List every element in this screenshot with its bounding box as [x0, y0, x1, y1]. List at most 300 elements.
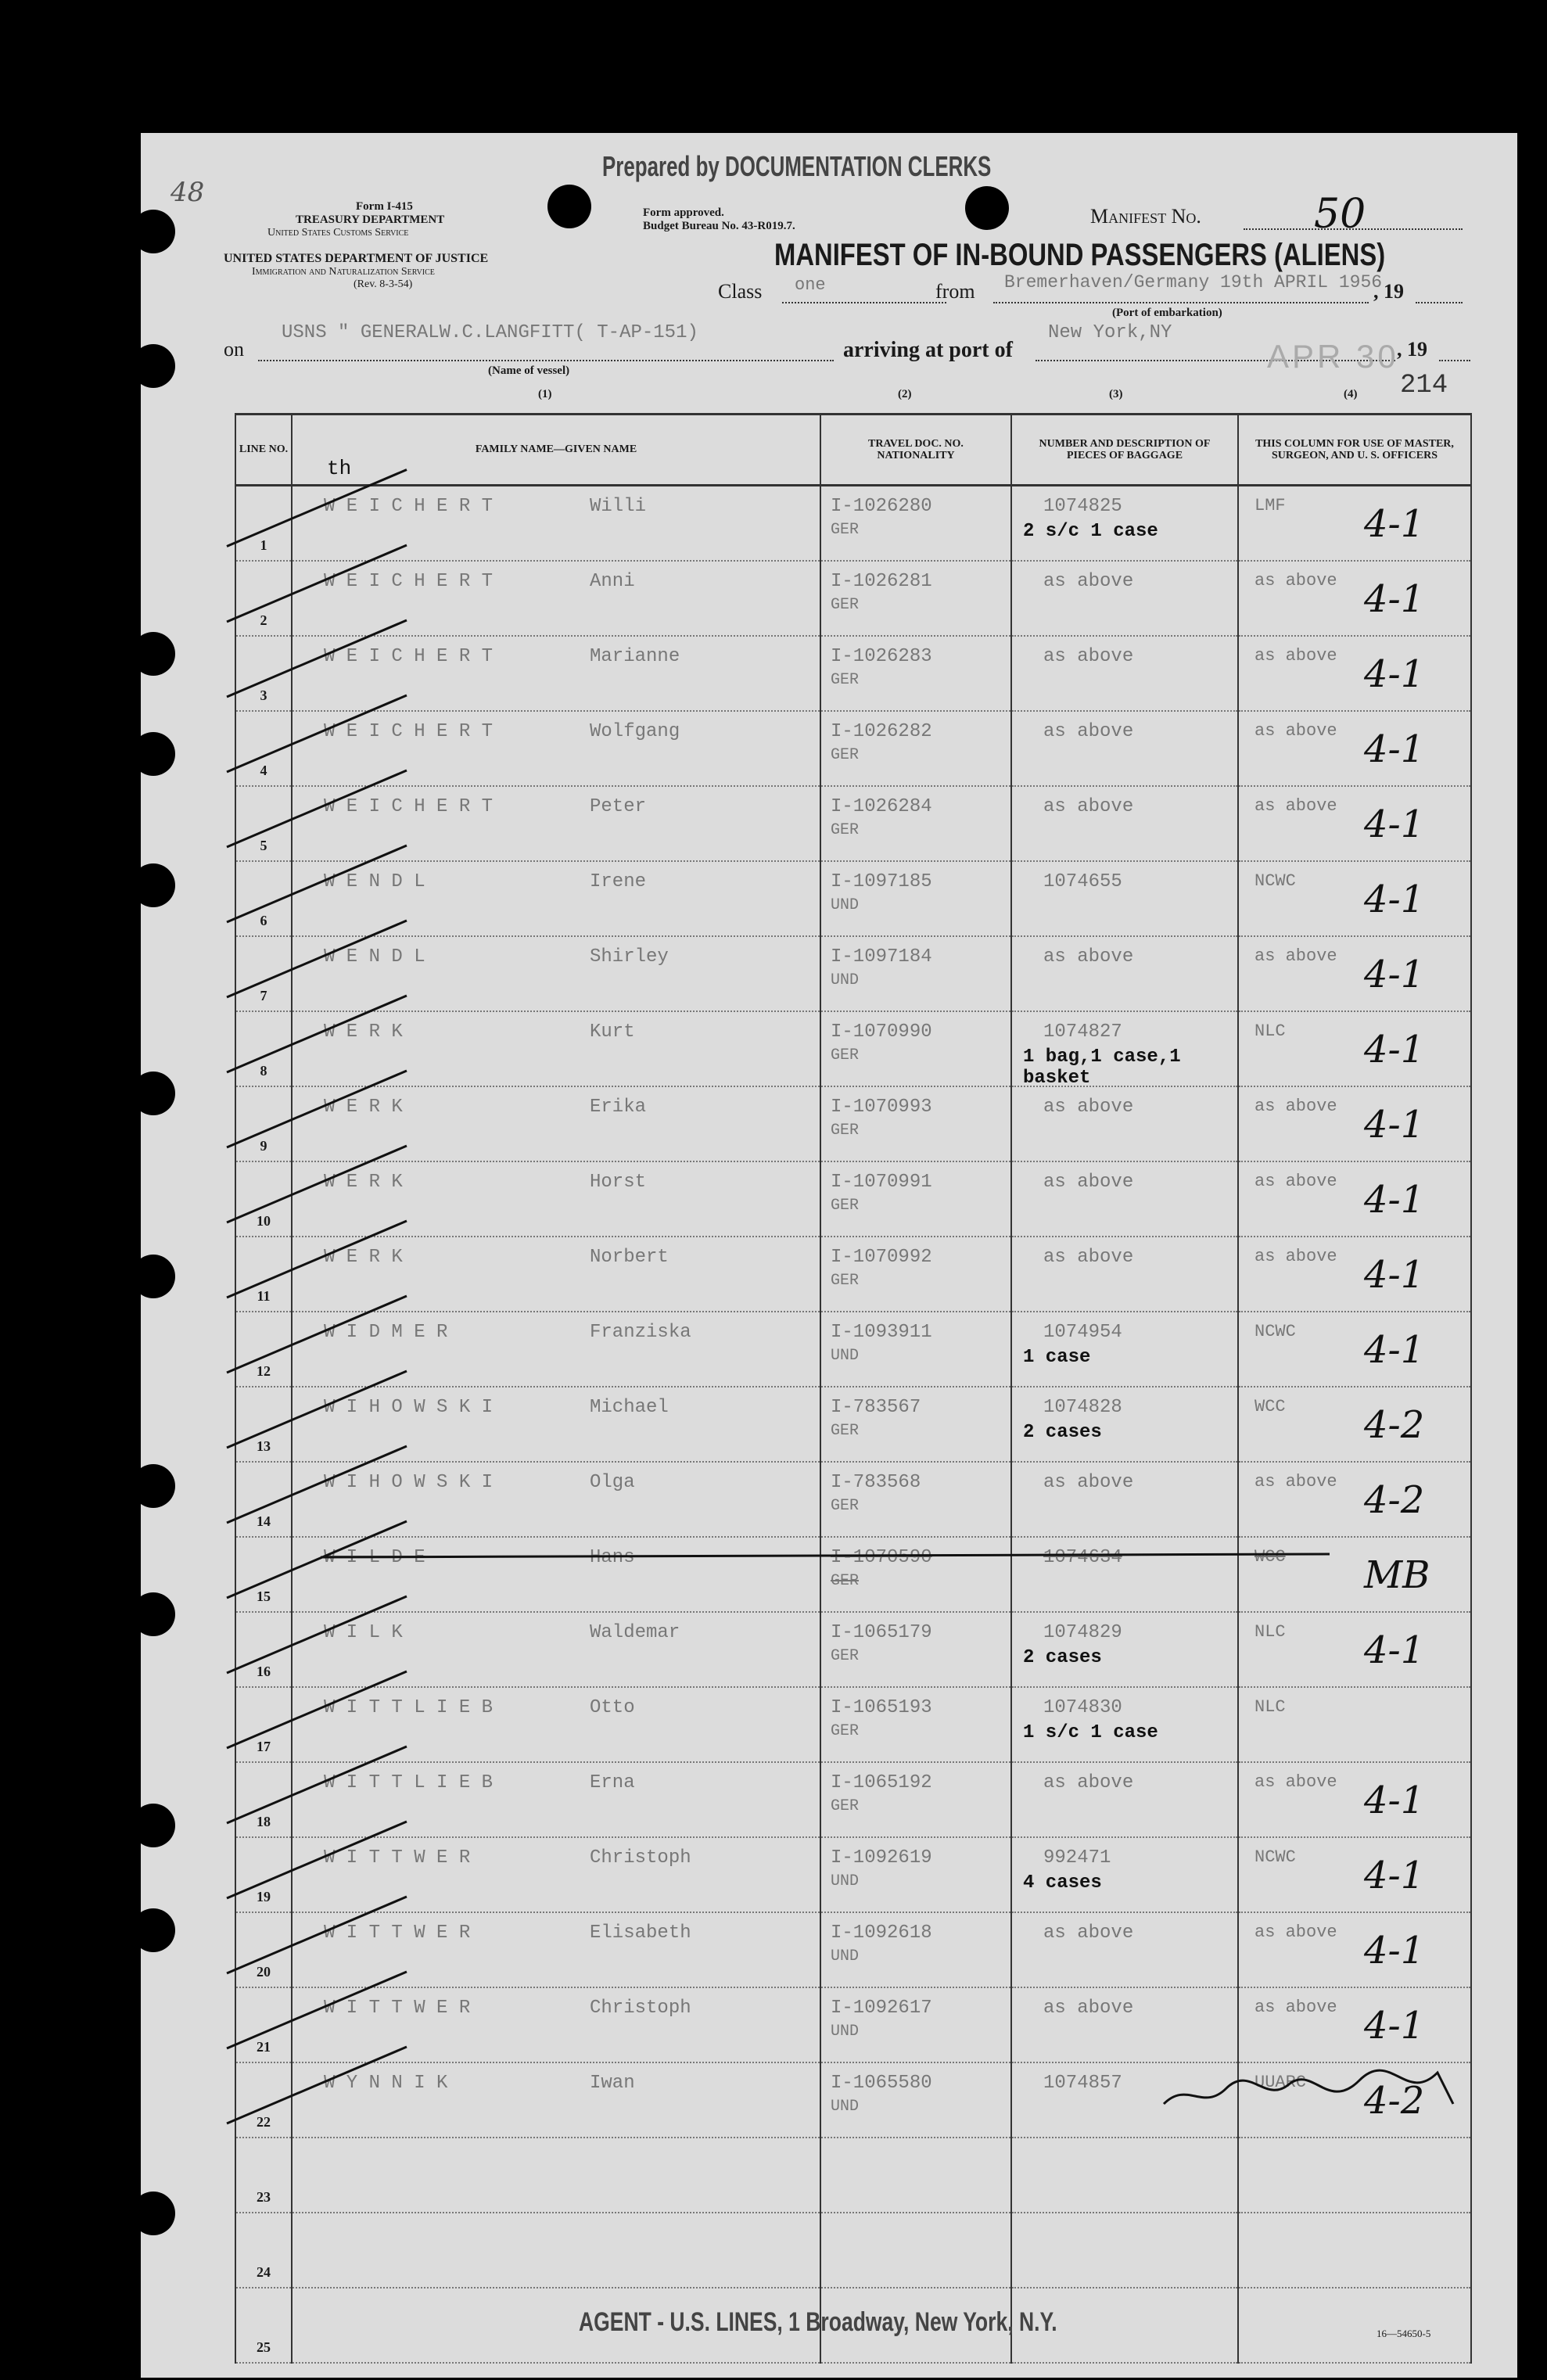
inspection-mark: 4-2 — [1364, 1403, 1425, 1447]
baggage-number: 1074829 — [1043, 1622, 1122, 1643]
travel-doc-number: I-1092618 — [831, 1922, 932, 1944]
given-name: Irene — [590, 871, 647, 892]
given-name: Kurt — [590, 1021, 635, 1043]
name-cell — [292, 711, 820, 786]
agency-code: NCWC — [1254, 1847, 1296, 1867]
line-number: 21 — [257, 2039, 271, 2055]
travel-doc-cell — [820, 1687, 1011, 1762]
travel-doc-number: I-1070991 — [831, 1172, 932, 1193]
baggage-number: as above — [1043, 1772, 1134, 1793]
family-name: W I L D E — [324, 1547, 425, 1568]
inspection-mark: 4-1 — [1364, 1028, 1425, 1072]
line-number-cell — [235, 1161, 292, 1237]
line-number-cell — [235, 936, 292, 1011]
inspection-mark: 4-1 — [1364, 1929, 1425, 1973]
baggage-number: 1074828 — [1043, 1397, 1122, 1418]
name-cell — [292, 1237, 820, 1312]
baggage-description: 2 cases — [1023, 1422, 1102, 1443]
line-number: 16 — [257, 1664, 271, 1679]
name-cell — [292, 1687, 820, 1762]
family-name: W E I C H E R T — [324, 721, 494, 742]
class-value: one — [795, 275, 826, 295]
travel-doc-number: I-1097184 — [831, 946, 932, 967]
nationality: GER — [831, 1272, 860, 1290]
officers-cell — [1238, 2288, 1471, 2363]
officers-cell — [1238, 861, 1471, 936]
print-code: 16—54650-5 — [1377, 2328, 1431, 2339]
nationality: GER — [831, 1497, 860, 1515]
given-name: Erna — [590, 1772, 635, 1793]
from-line — [993, 302, 1369, 303]
given-name: Christoph — [590, 1847, 691, 1868]
travel-doc-number: I-1026282 — [831, 721, 932, 742]
punch-hole — [131, 1255, 175, 1298]
given-name: Norbert — [590, 1247, 669, 1268]
baggage-cell — [1011, 786, 1238, 861]
nationality: GER — [831, 1797, 860, 1815]
agency-code: as above — [1254, 1097, 1337, 1116]
table-row — [235, 2138, 1471, 2213]
inspection-mark: 4-1 — [1364, 1253, 1425, 1297]
immigration-service: Immigration and Naturalization Service — [252, 266, 435, 278]
manifest-number: 50 — [1314, 191, 1366, 238]
name-cell — [292, 2062, 820, 2138]
given-name: Hans — [590, 1547, 635, 1568]
baggage-number: 1074857 — [1043, 2073, 1122, 2094]
officers-cell — [1238, 1011, 1471, 1086]
line-number-cell — [235, 1011, 292, 1086]
nationality: GER — [831, 1572, 860, 1590]
table-row — [235, 2213, 1471, 2288]
name-cell — [292, 1987, 820, 2062]
nationality: UND — [831, 896, 860, 914]
line-number: 8 — [260, 1063, 267, 1079]
year-line — [1416, 302, 1463, 303]
line-number: 14 — [257, 1513, 271, 1529]
nationality: UND — [831, 1347, 860, 1365]
nationality: UND — [831, 1872, 860, 1890]
officers-cell — [1238, 1312, 1471, 1387]
family-name: W E N D L — [324, 871, 425, 892]
agency-code: NLC — [1254, 1697, 1286, 1717]
officers-cell — [1238, 486, 1471, 562]
table-row — [235, 1537, 1471, 1612]
given-name: Michael — [590, 1397, 669, 1418]
name-cell — [292, 1161, 820, 1237]
line-number-cell — [235, 1086, 292, 1161]
officers-cell — [1238, 1837, 1471, 1912]
baggage-cell — [1011, 1011, 1238, 1089]
table-row — [235, 1237, 1471, 1312]
given-name: Shirley — [590, 946, 669, 967]
line-number-cell — [235, 1987, 292, 2062]
baggage-cell — [1011, 1237, 1238, 1312]
name-cell — [292, 786, 820, 861]
baggage-cell — [1011, 1537, 1238, 1612]
name-cell — [292, 1011, 820, 1086]
baggage-cell — [1011, 2138, 1238, 2213]
baggage-cell — [1011, 1612, 1238, 1687]
punch-hole — [131, 1592, 175, 1636]
nationality: GER — [831, 1647, 860, 1665]
agency-code: as above — [1254, 1772, 1337, 1792]
officers-cell — [1238, 711, 1471, 786]
inspection-mark: 4-1 — [1364, 953, 1425, 996]
line-number: 1 — [260, 537, 267, 553]
travel-doc-cell — [820, 786, 1011, 861]
officers-cell — [1238, 786, 1471, 861]
family-name: W I T T W E R — [324, 1998, 471, 2019]
th-note: th — [327, 457, 352, 480]
line-number-cell — [235, 561, 292, 636]
arrival-year-suffix: , 19 — [1397, 338, 1427, 361]
nationality: GER — [831, 1197, 860, 1215]
family-name: W I D M E R — [324, 1322, 448, 1343]
given-name: Horst — [590, 1172, 647, 1193]
table-row — [235, 1912, 1471, 1987]
treasury-dept: TREASURY DEPARTMENT — [296, 214, 445, 226]
nationality: UND — [831, 971, 860, 989]
given-name: Marianne — [590, 646, 680, 667]
line-number: 20 — [257, 1964, 271, 1980]
name-cell — [292, 1837, 820, 1912]
agency-code: NCWC — [1254, 871, 1296, 891]
revision-date: (Rev. 8-3-54) — [354, 278, 413, 290]
travel-doc-number: I-783567 — [831, 1397, 921, 1418]
travel-doc-cell — [820, 1612, 1011, 1687]
baggage-description: 1 s/c 1 case — [1023, 1722, 1158, 1743]
name-cell — [292, 486, 820, 562]
travel-doc-number: I-1065580 — [831, 2073, 932, 2094]
baggage-cell — [1011, 1312, 1238, 1387]
travel-doc-cell — [820, 1762, 1011, 1837]
budget-bureau: Budget Bureau No. 43-R019.7. — [643, 220, 795, 232]
punch-hole — [131, 1908, 175, 1952]
officers-cell — [1238, 936, 1471, 1011]
line-number: 13 — [257, 1438, 271, 1454]
family-name: W E I C H E R T — [324, 646, 494, 667]
name-cell — [292, 1312, 820, 1387]
punch-hole — [131, 1072, 175, 1115]
line-number: 19 — [257, 1889, 271, 1904]
line-number-cell — [235, 861, 292, 936]
table-row — [235, 1387, 1471, 1462]
family-name: W E N D L — [324, 946, 425, 967]
table-row — [235, 1612, 1471, 1687]
travel-doc-number: I-1092619 — [831, 1847, 932, 1868]
baggage-number: as above — [1043, 1097, 1134, 1118]
name-cell — [292, 1762, 820, 1837]
punch-hole — [131, 1804, 175, 1847]
line-number: 12 — [257, 1363, 271, 1379]
agency-code: as above — [1254, 1172, 1337, 1191]
inspection-mark: 4-2 — [1364, 1478, 1425, 1522]
given-name: Peter — [590, 796, 647, 817]
line-number-cell — [235, 2062, 292, 2138]
officers-cell — [1238, 1161, 1471, 1237]
baggage-cell — [1011, 711, 1238, 786]
punch-hole — [131, 1464, 175, 1508]
travel-doc-number: I-783568 — [831, 1472, 921, 1493]
given-name: Elisabeth — [590, 1922, 691, 1944]
received-stamp: APR 30 — [1267, 338, 1399, 375]
line-number: 18 — [257, 1814, 271, 1829]
inspection-mark: 4-1 — [1364, 577, 1425, 621]
name-cell — [292, 1912, 820, 1987]
col-num-4: (4) — [1344, 388, 1358, 400]
line-number: 11 — [257, 1288, 271, 1304]
given-name: Anni — [590, 571, 635, 592]
agency-code: as above — [1254, 796, 1337, 816]
given-name: Willi — [590, 496, 647, 517]
agency-code: NLC — [1254, 1021, 1286, 1041]
punch-hole — [131, 732, 175, 776]
travel-doc-number: I-1026284 — [831, 796, 932, 817]
baggage-number: 1074655 — [1043, 871, 1122, 892]
agency-code: WCC — [1254, 1397, 1286, 1416]
table-row — [235, 1011, 1471, 1086]
line-number-cell — [235, 711, 292, 786]
travel-doc-cell — [820, 1912, 1011, 1987]
table-row — [235, 861, 1471, 936]
form-approved: Form approved. — [643, 206, 724, 219]
travel-doc-number: I-1026283 — [831, 646, 932, 667]
inspection-mark: 4-2 — [1364, 2079, 1425, 2123]
punch-hole — [131, 344, 175, 388]
inspection-mark: 4-1 — [1364, 802, 1425, 846]
officers-cell — [1238, 1912, 1471, 1987]
given-name: Erika — [590, 1097, 647, 1118]
line-number: 10 — [257, 1213, 271, 1229]
line-number-cell — [235, 1612, 292, 1687]
officers-cell — [1238, 1612, 1471, 1687]
travel-doc-number: I-1070990 — [831, 1021, 932, 1043]
travel-doc-number: I-1026280 — [831, 496, 932, 517]
margin-note: 48 — [170, 177, 205, 208]
baggage-number: as above — [1043, 721, 1134, 742]
travel-doc-number: I-1065179 — [831, 1622, 932, 1643]
agency-code: LMF — [1254, 496, 1286, 515]
table-row — [235, 711, 1471, 786]
agent-stamp: AGENT - U.S. LINES, 1 Broadway, New York, N.Y. — [579, 2307, 1057, 2337]
inspection-mark: 4-1 — [1364, 1178, 1425, 1222]
agency-code: as above — [1254, 1922, 1337, 1942]
given-name: Waldemar — [590, 1622, 680, 1643]
line-number-cell — [235, 1687, 292, 1762]
baggage-number: as above — [1043, 646, 1134, 667]
line-number: 2 — [260, 612, 267, 628]
inspection-mark: 4-1 — [1364, 1103, 1425, 1147]
agency-code: WCC — [1254, 1547, 1286, 1567]
table-row — [235, 786, 1471, 861]
arrival-year-line — [1439, 360, 1470, 361]
arrival-port: New York,NY — [1048, 322, 1172, 343]
line-number: 9 — [260, 1138, 267, 1154]
form-number: Form I-415 — [356, 200, 413, 213]
given-name: Franziska — [590, 1322, 691, 1343]
nationality: GER — [831, 671, 860, 689]
baggage-cell — [1011, 1161, 1238, 1237]
inspection-mark: 4-1 — [1364, 1328, 1425, 1372]
justice-dept: UNITED STATES DEPARTMENT OF JUSTICE — [224, 252, 489, 265]
travel-doc-cell — [820, 1086, 1011, 1161]
travel-doc-number: I-1093911 — [831, 1322, 932, 1343]
baggage-cell — [1011, 636, 1238, 711]
baggage-number: as above — [1043, 1472, 1134, 1493]
baggage-cell — [1011, 2213, 1238, 2288]
nationality: UND — [831, 1947, 860, 1965]
table-row — [235, 561, 1471, 636]
name-cell — [292, 1612, 820, 1687]
inspection-mark: 4-1 — [1364, 727, 1425, 771]
family-name: W I T T L I E B — [324, 1772, 494, 1793]
family-name: W I H O W S K I — [324, 1472, 494, 1493]
arriving-label: arriving at port of — [843, 338, 1013, 362]
line-number-cell — [235, 1912, 292, 1987]
travel-doc-cell — [820, 1462, 1011, 1537]
punch-hole — [131, 863, 175, 907]
col-header-travel-doc: TRAVEL DOC. NO. NATIONALITY — [820, 415, 1011, 486]
agency-code: as above — [1254, 571, 1337, 591]
agency-code: UUARC — [1254, 2073, 1307, 2092]
nationality: UND — [831, 2023, 860, 2041]
punch-hole — [547, 185, 591, 228]
inspection-mark: 4-1 — [1364, 1628, 1425, 1672]
punch-hole — [965, 186, 1009, 230]
line-number-cell — [235, 786, 292, 861]
table-row — [235, 1312, 1471, 1387]
line-number-cell — [235, 1462, 292, 1537]
agency-code: as above — [1254, 646, 1337, 666]
family-name: W I H O W S K I — [324, 1397, 494, 1418]
line-number-cell — [235, 1387, 292, 1462]
class-line — [782, 302, 946, 303]
baggage-cell — [1011, 561, 1238, 636]
travel-doc-cell — [820, 1837, 1011, 1912]
table-row — [235, 1837, 1471, 1912]
officers-cell — [1238, 1387, 1471, 1462]
line-number: 25 — [257, 2339, 271, 2355]
line-number: 3 — [260, 687, 267, 703]
port-embarkation-caption: (Port of embarkation) — [1112, 307, 1222, 319]
travel-doc-cell — [820, 636, 1011, 711]
travel-doc-cell — [820, 1237, 1011, 1312]
vessel-line — [258, 360, 834, 361]
manifest-no-label: Manifest No. — [1090, 205, 1201, 228]
name-cell — [292, 561, 820, 636]
name-cell — [292, 1086, 820, 1161]
baggage-cell — [1011, 1987, 1238, 2062]
nationality: GER — [831, 521, 860, 539]
baggage-cell — [1011, 861, 1238, 936]
family-name: W E R K — [324, 1021, 403, 1043]
inspection-mark: 4-1 — [1364, 2004, 1425, 2048]
family-name: W Y N N I K — [324, 2073, 448, 2094]
baggage-number: 992471 — [1043, 1847, 1111, 1868]
travel-doc-cell — [820, 2062, 1011, 2138]
inspection-mark: 4-1 — [1364, 652, 1425, 696]
agency-code: as above — [1254, 1998, 1337, 2017]
nationality: GER — [831, 821, 860, 839]
line-number: 7 — [260, 988, 267, 1003]
table-row — [235, 1161, 1471, 1237]
family-name: W E I C H E R T — [324, 496, 494, 517]
line-number-cell — [235, 2288, 292, 2363]
line-number: 5 — [260, 838, 267, 853]
officers-cell — [1238, 1462, 1471, 1537]
line-number: 15 — [257, 1588, 271, 1604]
line-number: 6 — [260, 913, 267, 928]
travel-doc-cell — [820, 561, 1011, 636]
baggage-number: as above — [1043, 1172, 1134, 1193]
line-number-cell — [235, 2138, 292, 2213]
baggage-cell — [1011, 1762, 1238, 1837]
line-number-cell — [235, 1312, 292, 1387]
officers-cell — [1238, 1237, 1471, 1312]
table-row — [235, 1086, 1471, 1161]
baggage-number: as above — [1043, 1922, 1134, 1944]
baggage-cell — [1011, 1687, 1238, 1762]
baggage-cell — [1011, 936, 1238, 1011]
table-row — [235, 486, 1471, 562]
travel-doc-number: I-1070993 — [831, 1097, 932, 1118]
baggage-cell — [1011, 1912, 1238, 1987]
line-number: 4 — [260, 763, 267, 778]
officers-cell — [1238, 636, 1471, 711]
name-cell — [292, 1387, 820, 1462]
agency-code: NLC — [1254, 1622, 1286, 1642]
line-number-cell — [235, 1762, 292, 1837]
travel-doc-cell — [820, 1011, 1011, 1086]
baggage-description: 1 case — [1023, 1347, 1091, 1368]
travel-doc-cell — [820, 1987, 1011, 2062]
travel-doc-cell — [820, 936, 1011, 1011]
travel-doc-number: I-1070992 — [831, 1247, 932, 1268]
col-num-3: (3) — [1109, 388, 1123, 400]
vessel-name: USNS " GENERALW.C.LANGFITT( T-AP-151) — [282, 322, 698, 343]
travel-doc-number: I-1070590 — [831, 1547, 932, 1568]
baggage-description: 4 cases — [1023, 1872, 1102, 1894]
baggage-cell — [1011, 1837, 1238, 1912]
given-name: Otto — [590, 1697, 635, 1718]
line-number-cell — [235, 636, 292, 711]
page-number: 214 — [1400, 371, 1448, 400]
travel-doc-cell — [820, 1537, 1011, 1612]
line-number: 24 — [257, 2264, 271, 2280]
name-cell — [292, 2138, 820, 2213]
baggage-number: as above — [1043, 571, 1134, 592]
family-name: W E I C H E R T — [324, 571, 494, 592]
name-cell — [292, 936, 820, 1011]
col-num-1: (1) — [538, 388, 552, 400]
baggage-number: 1074825 — [1043, 496, 1122, 517]
nationality: GER — [831, 1046, 860, 1064]
family-name: W I L K — [324, 1622, 403, 1643]
punch-hole — [131, 2192, 175, 2235]
travel-doc-number: I-1065193 — [831, 1697, 932, 1718]
customs-service: United States Customs Service — [267, 227, 409, 239]
baggage-number: as above — [1043, 946, 1134, 967]
family-name: W I T T W E R — [324, 1847, 471, 1868]
table-row — [235, 636, 1471, 711]
manifest-title: MANIFEST OF IN-BOUND PASSENGERS (ALIENS) — [774, 238, 1386, 272]
agency-code: NCWC — [1254, 1322, 1296, 1341]
line-number-cell — [235, 1837, 292, 1912]
travel-doc-number: I-1092617 — [831, 1998, 932, 2019]
table-row — [235, 936, 1471, 1011]
given-name: Olga — [590, 1472, 635, 1493]
given-name: Christoph — [590, 1998, 691, 2019]
